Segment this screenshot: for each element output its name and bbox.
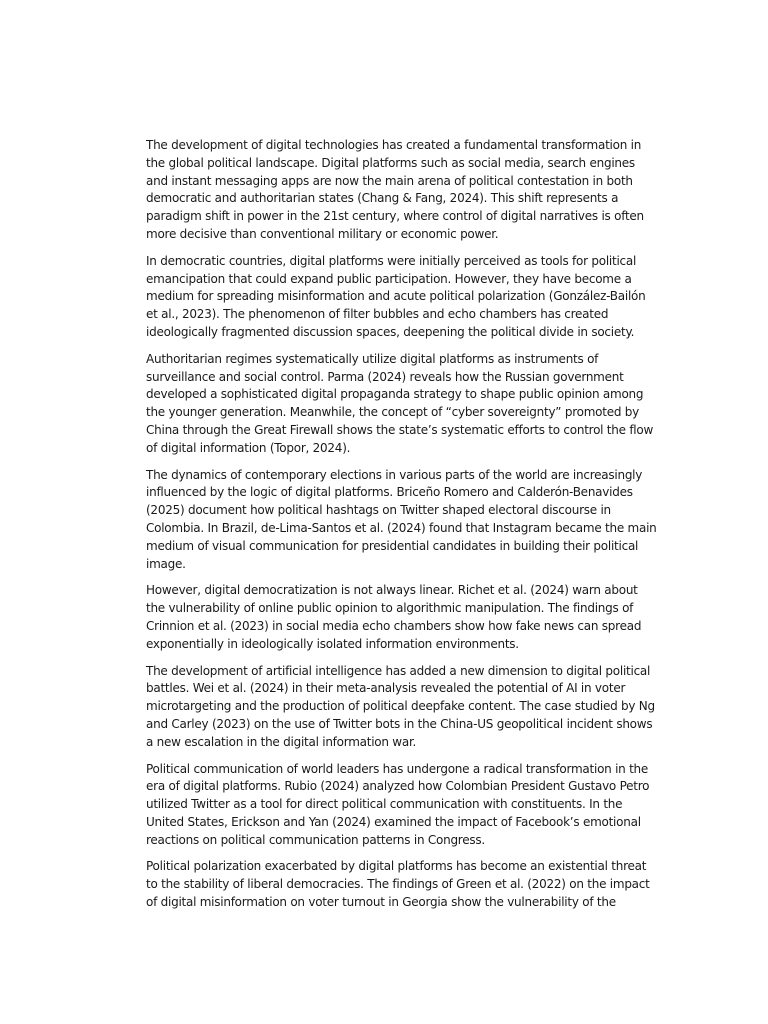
- paragraph: In democratic countries, digital platforms were initially perceived as tools for political emancipation that could expand public participation. However, they have become a medium for spreading misinformation and acute political polarization (González-Bailón et al., 2023). The phenomenon of filter bubbles and echo chambers has created ideologically fragmented discussion spaces, deepening the political divide in society.: [146, 253, 646, 339]
- paragraph: The development of artificial intelligence has added a new dimension to digital political battles. Wei et al. (2024) in their meta-analysis revealed the potential of AI in voter microtargeting and the production of political deepfake content. The case studied by Ng and Carley (2023) on the use of Twitter bots in the China-US geopolitical incident shows a new escalation in the digital information war.: [146, 663, 655, 749]
- paragraph: Political communication of world leaders has undergone a radical transformation in the era of digital platforms. Rubio (2024) analyzed how Colombian President Gustavo Petro utilized Twitter as a tool for direct political communication with constituents. In the United States, Erickson and Yan (2024) examined the impact of Facebook’s emotional reactions on political communication patterns in Congress.: [146, 761, 650, 847]
- document-body: [146, 137, 658, 921]
- paragraph: The development of digital technologies has created a fundamental transformation in the global political landscape. Digital platforms such as social media, search engines and instant messaging apps are now the main arena of political contestation in both democratic and authoritarian states (Chang & Fang, 2024). This shift represents a paradigm shift in power in the 21st century, where control of digital narratives is often more decisive than conventional military or economic power.: [146, 138, 644, 241]
- paragraph: However, digital democratization is not always linear. Richet et al. (2024) warn about the vulnerability of online public opinion to algorithmic manipulation. The findings of Crinnion et al. (2023) in social media echo chambers show how fake news can spread exponentially in ideologically isolated information environments.: [146, 583, 642, 651]
- paragraph: Authoritarian regimes systematically utilize digital platforms as instruments of surveillance and social control. Parma (2024) reveals how the Russian government developed a sophisticated digital propaganda strategy to shape public opinion among the younger generation. Meanwhile, the concept of “cyber sovereignty” promoted by China through the Great Firewall shows the state’s systematic efforts to control the flow of digital information (Topor, 2024).: [146, 351, 654, 455]
- paragraph: Political polarization exacerbated by digital platforms has become an existential threat to the stability of liberal democracies. The findings of Green et al. (2022) on the impact of digital misinformation on voter turnout in Georgia show the vulnerability of the: [146, 859, 650, 910]
- paragraph: The dynamics of contemporary elections in various parts of the world are increasingly influenced by the logic of digital platforms. Briceño Romero and Calderón-Benavides (2025) document how political hashtags on Twitter shaped electoral discourse in Colombia. In Brazil, de-Lima-Santos et al. (2024) found that Instagram became the main medium of visual communication for presidential candidates in building their political image.: [146, 467, 657, 571]
